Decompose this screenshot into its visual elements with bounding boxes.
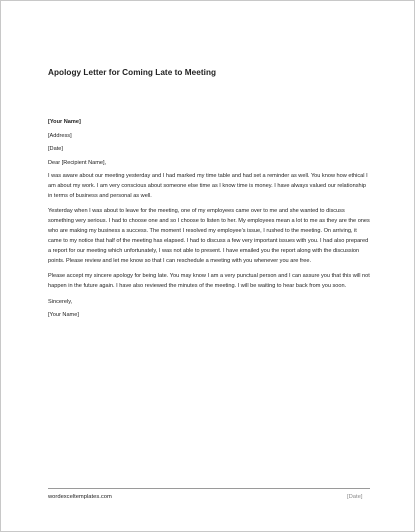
footer-date: [Date] xyxy=(347,494,363,500)
signature-name: [Your Name] xyxy=(48,312,79,319)
salutation: Dear [Recipient Name], xyxy=(48,159,107,166)
paragraph-2: Yesterday when I was about to leave for the meeting, one of my employees came over to me and she wanted to discuss something very serious. I had to choose one and so I choose to listen to her. My employees mean a lot to me as they are the ones who are making my business a success. The moment I resolved my employee’s issue, I rushed to the meeting. On arriving, it came to my notice that half of the meeting has elapsed. I had to discuss a few very important issues with you. I had also prepared a report for our meeting which unfortunately, I was not able to present. I have emailed you the report along with the discussion points. Please review and let me know so that I can reschedule a meeting with you whenever you are free. xyxy=(48,208,370,264)
footer-website: wordexceltemplates.com xyxy=(48,494,112,500)
sender-address: [Address] xyxy=(48,132,72,139)
letter-date: [Date] xyxy=(48,146,63,152)
sender-name: [Your Name] xyxy=(48,119,81,125)
paragraph-3: Please accept my sincere apology for being late. You may know I am a very punctual person and I can assure you that this will not happen in the future again. I have also reviewed the minutes of the meeting. I will be waiting to hear back from you soon. xyxy=(48,273,370,290)
closing: Sincerely, xyxy=(48,298,73,305)
letter-title: Apology Letter for Coming Late to Meeting xyxy=(48,68,217,77)
paragraph-1: I was aware about our meeting yesterday and I had marked my time table and had set a reminder as well. You know how ethical I am about my work. I am very conscious about someone else time as I know time is money. I have always valued our relationship in terms of business and personal as well. xyxy=(48,173,368,199)
letter-body xyxy=(48,118,370,325)
footer-divider xyxy=(48,488,370,489)
